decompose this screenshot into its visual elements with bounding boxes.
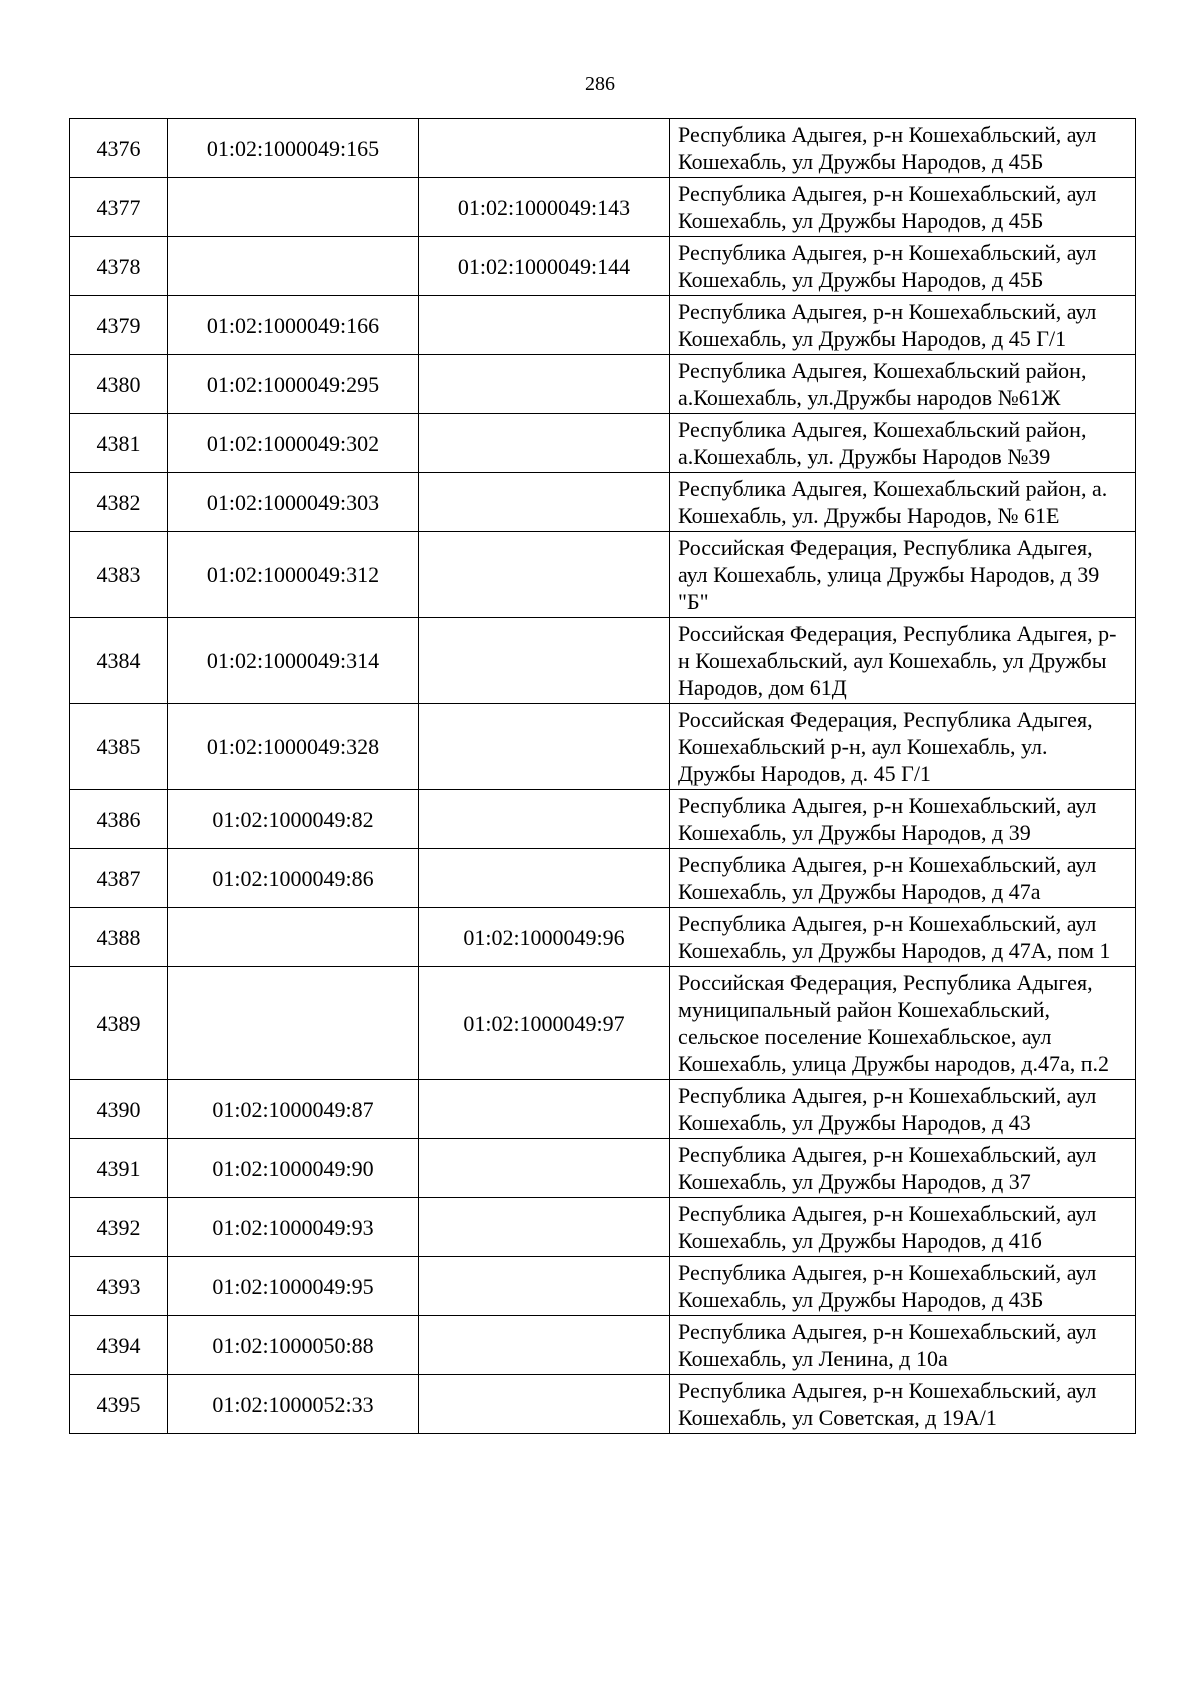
cadastral-number-land: [168, 178, 419, 237]
cadastral-number-building: 01:02:1000049:143: [419, 178, 670, 237]
cadastral-number-building: 01:02:1000049:97: [419, 967, 670, 1080]
table-row: [70, 849, 1136, 908]
cadastral-number-land: 01:02:1000049:86: [168, 849, 419, 908]
row-number: 4379: [70, 296, 168, 355]
cadastral-number-land: 01:02:1000049:95: [168, 1257, 419, 1316]
address: Российская Федерация, Республика Адыгея, р-н Кошехабльский, аул Кошехабль, ул Дружбы Народов, дом 61Д: [670, 618, 1136, 704]
cadastral-number-land: 01:02:1000049:166: [168, 296, 419, 355]
cadastral-number-building: [419, 1139, 670, 1198]
cadastral-number-building: [419, 296, 670, 355]
address: Республика Адыгея, р-н Кошехабльский, аул Кошехабль, ул Дружбы Народов, д 39: [670, 790, 1136, 849]
address: Республика Адыгея, р-н Кошехабльский, аул Кошехабль, ул Дружбы Народов, д 45 Г/1: [670, 296, 1136, 355]
table-row: [70, 790, 1136, 849]
address: Республика Адыгея, р-н Кошехабльский, аул Кошехабль, ул Дружбы Народов, д 43: [670, 1080, 1136, 1139]
cadastral-registry-table: [69, 118, 1136, 1434]
address: Республика Адыгея, р-н Кошехабльский, аул Кошехабль, ул Дружбы Народов, д 43Б: [670, 1257, 1136, 1316]
cadastral-number-land: 01:02:1000049:295: [168, 355, 419, 414]
row-number: 4384: [70, 618, 168, 704]
cadastral-number-land: 01:02:1000049:312: [168, 532, 419, 618]
address: Республика Адыгея, р-н Кошехабльский, аул Кошехабль, ул Дружбы Народов, д 45Б: [670, 178, 1136, 237]
row-number: 4380: [70, 355, 168, 414]
table-row: [70, 119, 1136, 178]
cadastral-number-building: [419, 473, 670, 532]
cadastral-number-building: [419, 790, 670, 849]
address: Республика Адыгея, Кошехабльский район, а.Кошехабль, ул. Дружбы Народов №39: [670, 414, 1136, 473]
cadastral-number-building: [419, 1080, 670, 1139]
cadastral-number-building: [419, 618, 670, 704]
address: Российская Федерация, Республика Адыгея, Кошехабльский р-н, аул Кошехабль, ул. Дружбы Народов, д. 45 Г/1: [670, 704, 1136, 790]
table-body: [70, 119, 1136, 1434]
address: Республика Адыгея, р-н Кошехабльский, аул Кошехабль, ул Дружбы Народов, д 47А, пом 1: [670, 908, 1136, 967]
row-number: 4376: [70, 119, 168, 178]
table-row: [70, 237, 1136, 296]
cadastral-number-building: 01:02:1000049:144: [419, 237, 670, 296]
cadastral-number-building: [419, 1257, 670, 1316]
address: Республика Адыгея, р-н Кошехабльский, аул Кошехабль, ул Дружбы Народов, д 47а: [670, 849, 1136, 908]
row-number: 4393: [70, 1257, 168, 1316]
address: Российская Федерация, Республика Адыгея, муниципальный район Кошехабльский, сельское поселение Кошехабльское, аул Кошехабль, улица Дружбы народов, д.47а, п.2: [670, 967, 1136, 1080]
cadastral-number-land: 01:02:1000049:90: [168, 1139, 419, 1198]
row-number: 4394: [70, 1316, 168, 1375]
cadastral-number-building: [419, 532, 670, 618]
table-row: [70, 1080, 1136, 1139]
table-row: [70, 532, 1136, 618]
row-number: 4389: [70, 967, 168, 1080]
address: Республика Адыгея, р-н Кошехабльский, аул Кошехабль, ул Дружбы Народов, д 37: [670, 1139, 1136, 1198]
row-number: 4386: [70, 790, 168, 849]
cadastral-number-land: 01:02:1000049:314: [168, 618, 419, 704]
cadastral-number-land: [168, 908, 419, 967]
address: Российская Федерация, Республика Адыгея, аул Кошехабль, улица Дружбы Народов, д 39 "Б": [670, 532, 1136, 618]
cadastral-number-building: [419, 1375, 670, 1434]
address: Республика Адыгея, Кошехабльский район, а.Кошехабль, ул.Дружбы народов №61Ж: [670, 355, 1136, 414]
address: Республика Адыгея, р-н Кошехабльский, аул Кошехабль, ул Дружбы Народов, д 45Б: [670, 237, 1136, 296]
row-number: 4392: [70, 1198, 168, 1257]
row-number: 4378: [70, 237, 168, 296]
cadastral-number-land: 01:02:1000049:303: [168, 473, 419, 532]
cadastral-number-land: 01:02:1000049:302: [168, 414, 419, 473]
cadastral-number-land: 01:02:1000050:88: [168, 1316, 419, 1375]
address: Республика Адыгея, р-н Кошехабльский, аул Кошехабль, ул Ленина, д 10а: [670, 1316, 1136, 1375]
cadastral-number-building: [419, 119, 670, 178]
cadastral-number-building: [419, 1198, 670, 1257]
row-number: 4388: [70, 908, 168, 967]
cadastral-number-land: 01:02:1000049:93: [168, 1198, 419, 1257]
cadastral-number-building: [419, 849, 670, 908]
table-row: [70, 296, 1136, 355]
table-row: [70, 414, 1136, 473]
table-row: [70, 704, 1136, 790]
address: Республика Адыгея, Кошехабльский район, а. Кошехабль, ул. Дружбы Народов, № 61Е: [670, 473, 1136, 532]
cadastral-number-land: 01:02:1000049:165: [168, 119, 419, 178]
table-row: [70, 355, 1136, 414]
row-number: 4382: [70, 473, 168, 532]
cadastral-number-land: 01:02:1000049:82: [168, 790, 419, 849]
cadastral-number-land: [168, 237, 419, 296]
row-number: 4390: [70, 1080, 168, 1139]
row-number: 4377: [70, 178, 168, 237]
cadastral-number-building: [419, 704, 670, 790]
table-row: [70, 1257, 1136, 1316]
cadastral-number-land: 01:02:1000052:33: [168, 1375, 419, 1434]
cadastral-number-land: 01:02:1000049:87: [168, 1080, 419, 1139]
table-row: [70, 1198, 1136, 1257]
cadastral-number-land: 01:02:1000049:328: [168, 704, 419, 790]
table-row: [70, 473, 1136, 532]
table-row: [70, 967, 1136, 1080]
address: Республика Адыгея, р-н Кошехабльский, аул Кошехабль, ул Дружбы Народов, д 45Б: [670, 119, 1136, 178]
cadastral-number-building: [419, 414, 670, 473]
row-number: 4387: [70, 849, 168, 908]
address: Республика Адыгея, р-н Кошехабльский, аул Кошехабль, ул Дружбы Народов, д 41б: [670, 1198, 1136, 1257]
row-number: 4385: [70, 704, 168, 790]
table-row: [70, 178, 1136, 237]
cadastral-number-land: [168, 967, 419, 1080]
row-number: 4383: [70, 532, 168, 618]
cadastral-number-building: 01:02:1000049:96: [419, 908, 670, 967]
table-row: [70, 1139, 1136, 1198]
row-number: 4391: [70, 1139, 168, 1198]
table-row: [70, 1316, 1136, 1375]
table-row: [70, 1375, 1136, 1434]
table-row: [70, 618, 1136, 704]
cadastral-number-building: [419, 355, 670, 414]
row-number: 4381: [70, 414, 168, 473]
table-row: [70, 908, 1136, 967]
row-number: 4395: [70, 1375, 168, 1434]
address: Республика Адыгея, р-н Кошехабльский, аул Кошехабль, ул Советская, д 19А/1: [670, 1375, 1136, 1434]
page-number: 286: [585, 73, 615, 95]
cadastral-number-building: [419, 1316, 670, 1375]
